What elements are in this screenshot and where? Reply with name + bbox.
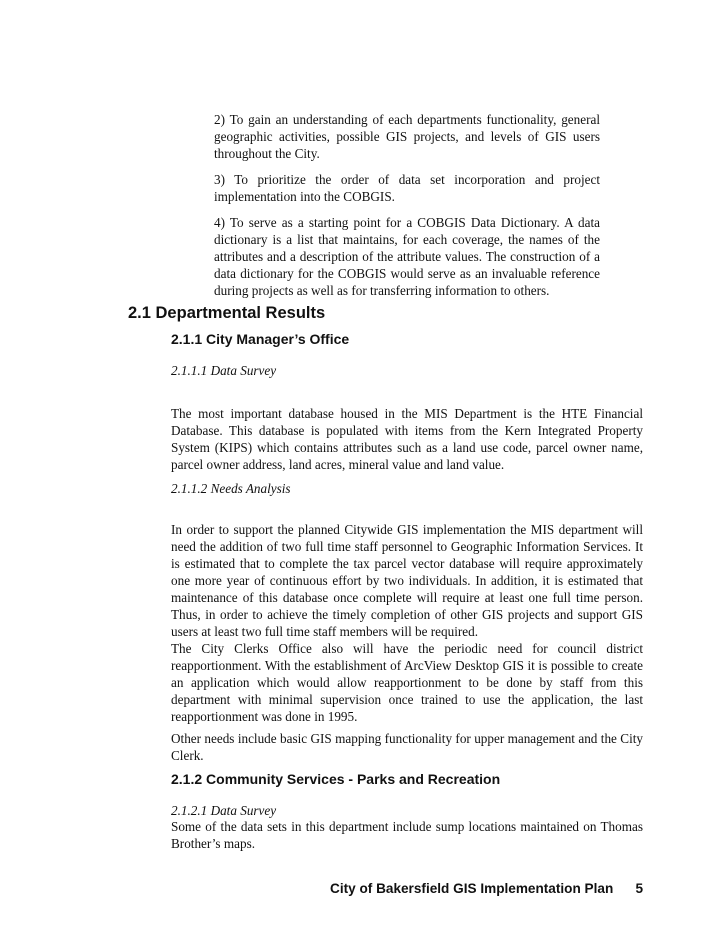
community-services-heading: 2.1.2 Community Services - Parks and Recreation [171, 771, 501, 787]
city-manager-data-survey-text: The most important database housed in the MIS Department is the HTE Financial Database. This database is populated with items from the Kern Integrated Property System (KIPS) which contains attributes such as a land use code, parcel owner name, parcel owner address, land acres, mineral value and land value. [171, 406, 643, 472]
page-footer [330, 880, 643, 898]
needs-paragraph-2: The City Clerks Office also will have the periodic need for council district reapportionment. With the establishment of ArcView Desktop GIS it is possible to create an application which would allow reapportionment to be done by staff from this department with minimal supervision once trained to use the application, the last reapportionment was done in 1995. [171, 641, 643, 724]
page-number: 5 [635, 881, 643, 896]
footer-title: City of Bakersfield GIS Implementation Plan [330, 881, 614, 896]
city-manager-heading: 2.1.1 City Manager’s Office [171, 331, 350, 347]
community-services-data-survey-text: Some of the data sets in this department include sump locations maintained on Thomas Brother’s maps. [171, 819, 643, 851]
city-manager-data-survey-heading: 2.1.1.1 Data Survey [171, 363, 277, 378]
section-heading: 2.1 Departmental Results [128, 304, 326, 322]
objective-3: 3) To prioritize the order of data set incorporation and project implementation into the COBGIS. [214, 172, 600, 204]
community-services-data-survey-heading: 2.1.2.1 Data Survey [171, 803, 277, 818]
objective-4: 4) To serve as a starting point for a COBGIS Data Dictionary. A data dictionary is a list that maintains, for each coverage, the names of the attributes and a description of the attribute values. The construction of a data dictionary for the COBGIS would serve as an invaluable reference during projects as well as for transferring information to others. [214, 215, 600, 298]
objective-2: 2) To gain an understanding of each departments functionality, general geographic activities, possible GIS projects, and levels of GIS users throughout the City. [214, 112, 600, 161]
needs-paragraph-3: Other needs include basic GIS mapping functionality for upper management and the City Clerk. [171, 731, 643, 763]
city-manager-needs-heading: 2.1.1.2 Needs Analysis [171, 481, 291, 496]
needs-paragraph-1: In order to support the planned Citywide GIS implementation the MIS department will need the addition of two full time staff personnel to Geographic Information Services. It is estimated that to complete the tax parcel vector database will require approximately one more year of continuous effort by two individuals. In addition, it is estimated that maintenance of this database once complete will require at least one full time person. Thus, in order to achieve the timely completion of other GIS projects and support GIS users at least two full time staff members will be required. [171, 522, 643, 639]
